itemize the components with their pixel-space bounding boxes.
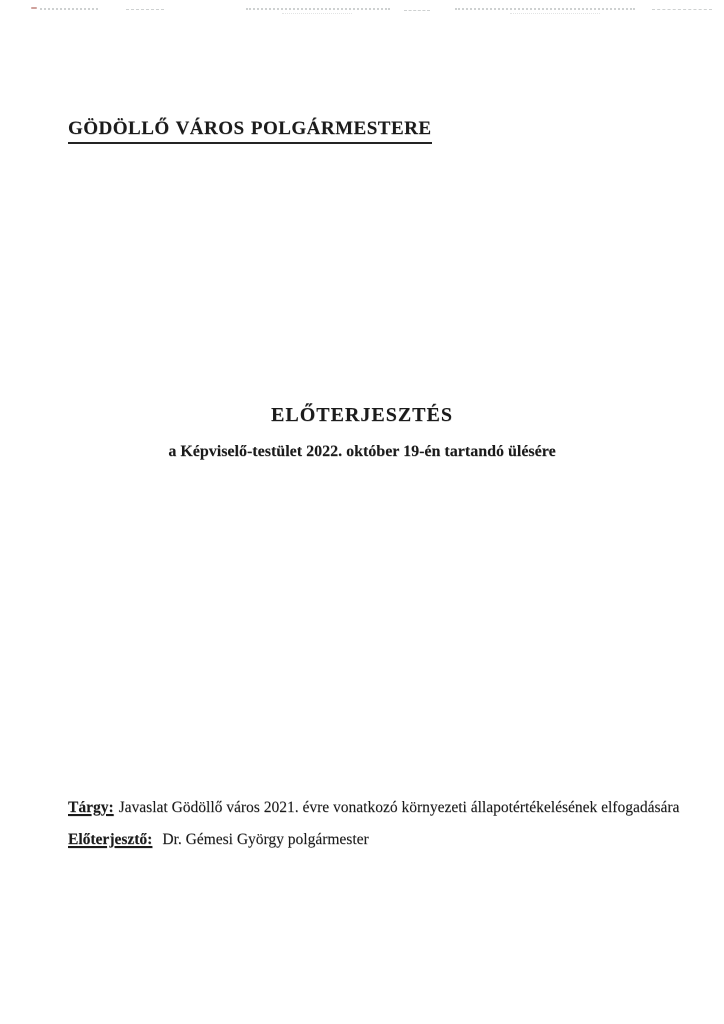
scan-artifact [282, 13, 352, 14]
scan-artifact [126, 9, 164, 10]
session-line: a Képviselő-testület 2022. október 19-én tartandó ülésére [168, 443, 556, 460]
scan-mark-red [31, 7, 37, 9]
document-title: ELŐTERJESZTÉS [271, 404, 453, 426]
scan-noise-strip [0, 0, 724, 20]
scan-artifact [40, 8, 98, 10]
presenter-label: Előterjesztő: [68, 831, 153, 848]
scan-artifact [404, 10, 430, 11]
subject-line [68, 799, 679, 817]
subject-label: Tárgy: [68, 799, 114, 816]
scan-artifact [510, 13, 600, 14]
presenter-text: Dr. Gémesi György polgármester [162, 831, 369, 848]
scan-artifact [652, 9, 712, 10]
scan-artifact [455, 8, 635, 10]
scan-artifact [246, 8, 390, 10]
subject-text: Javaslat Gödöllő város 2021. évre vonatkozó környezeti állapotértékelésének elfogadására [118, 799, 680, 816]
presenter-line [68, 831, 369, 849]
document-header: GÖDÖLLŐ VÁROS POLGÁRMESTERE [68, 118, 432, 144]
